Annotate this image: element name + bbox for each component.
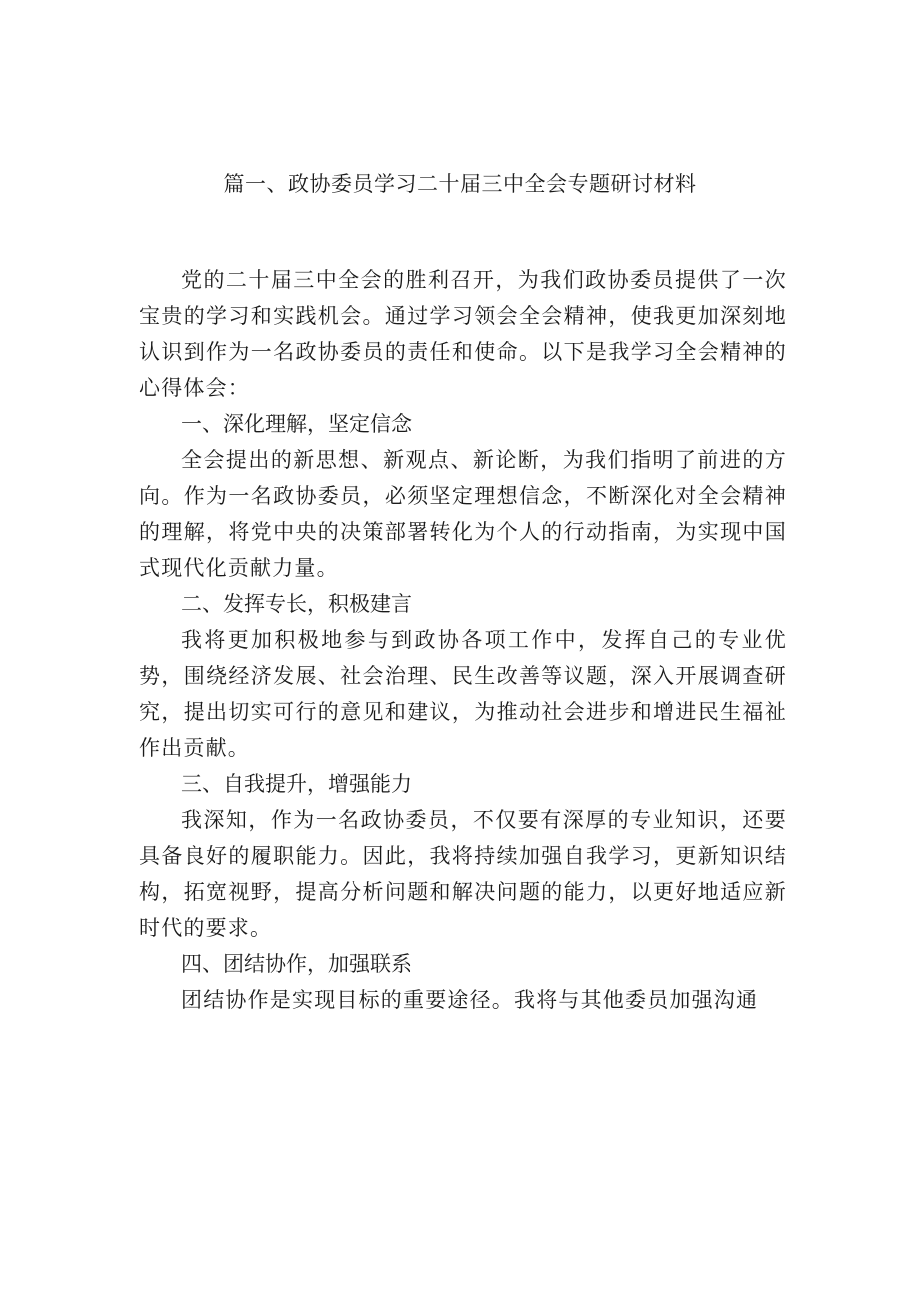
document-body — [139, 262, 787, 1018]
section-1-heading: 一、深化理解，坚定信念 — [181, 412, 412, 436]
section-3-heading: 三、自我提升，增强能力 — [181, 772, 412, 796]
section-1-paragraph: 全会提出的新思想、新观点、新论断，为我们指明了前进的方向。作为一名政协委员，必须坚定理想信念，不断深化对全会精神的理解，将党中央的决策部署转化为个人的行动指南，为实现中国式现代化贡献力量。 — [139, 448, 787, 580]
section-2-heading: 二、发挥专长，积极建言 — [181, 592, 412, 616]
section-4-paragraph: 团结协作是实现目标的重要途径。我将与其他委员加强沟通 — [181, 988, 759, 1012]
section-2-paragraph: 我将更加积极地参与到政协各项工作中，发挥自己的专业优势，围绕经济发展、社会治理、民生改善等议题，深入开展调查研究，提出切实可行的意见和建议，为推动社会进步和增进民生福祉作出贡献。 — [139, 628, 787, 760]
section-4-heading: 四、团结协作，加强联系 — [181, 952, 412, 976]
intro-paragraph: 党的二十届三中全会的胜利召开，为我们政协委员提供了一次宝贵的学习和实践机会。通过学习领会全会精神，使我更加深刻地认识到作为一名政协委员的责任和使命。以下是我学习全会精神的心得体会： — [139, 268, 787, 400]
document-title: 篇一、政协委员学习二十届三中全会专题研讨材料 — [223, 172, 697, 196]
section-3-paragraph: 我深知，作为一名政协委员，不仅要有深厚的专业知识，还要具备良好的履职能力。因此，我将持续加强自我学习，更新知识结构，拓宽视野，提高分析问题和解决问题的能力，以更好地适应新时代的要求。 — [139, 808, 787, 940]
